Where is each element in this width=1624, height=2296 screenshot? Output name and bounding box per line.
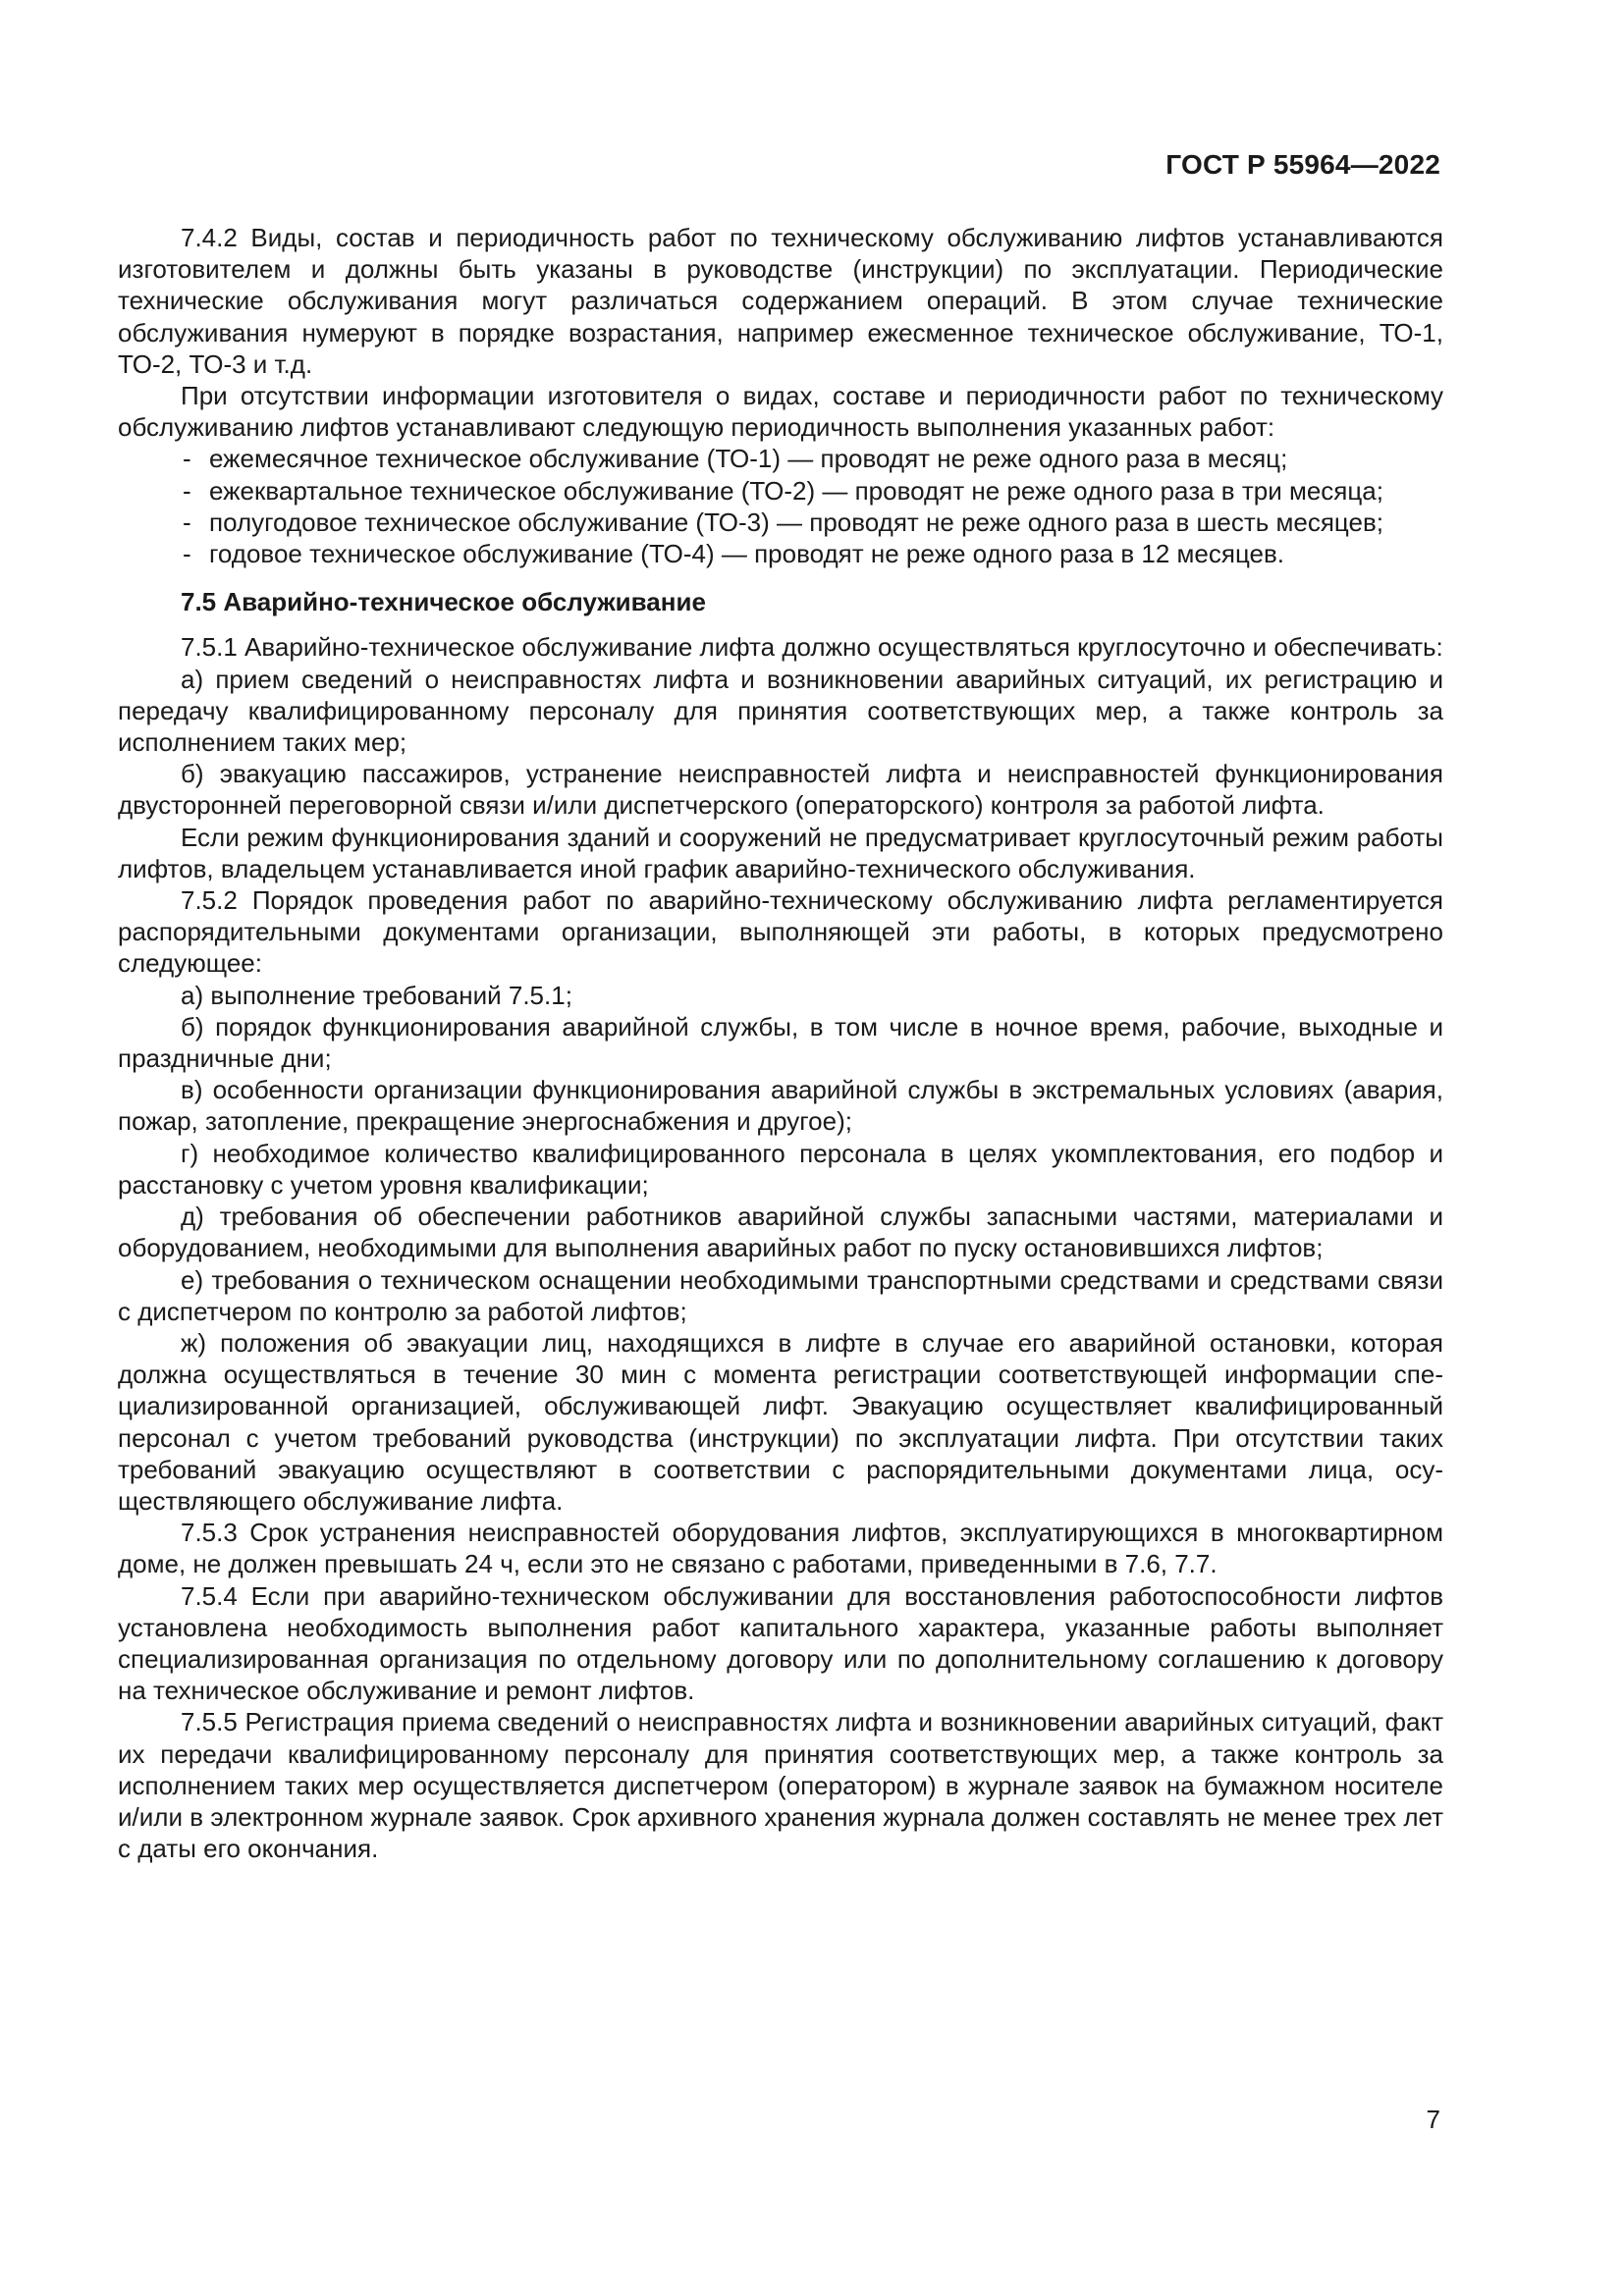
paragraph-7-5-2-a: а) выполнение требований 7.5.1;	[181, 980, 572, 1010]
paragraph-7-5-1-schedule: Если режим функционирования зданий и сооружений не предусматривает круглосуточный режим работы лифтов, владельцем устанавливается иной график аварийно-технического обслуживания.	[118, 822, 1443, 883]
list-item-text: ежемесячное техническое обслуживание (ТО-1) — проводят не реже одного раза в месяц;	[209, 444, 1288, 474]
paragraph-7-5-2-e: е) требования о техническом оснащении необходимыми транспортными средствами и средствами связи с диспетчером по контролю за работой лифтов;	[118, 1264, 1443, 1326]
paragraph-7-5-5: 7.5.5 Регистрация приема сведений о неисправностях лифта и возникновении аварийных ситуаций, факт их передачи квалифицированному персоналу для принятия соответствующих мер, а также контроль за исполнением таких мер осуществляется диспетчером (оператором) в журнале заявок на бумажном носителе и/или в электронном журнале заявок. Срок архивного хранения журнала должен составлять не менее трех лет с даты его окончания.	[118, 1707, 1443, 1864]
document-code-header: ГОСТ Р 55964—2022	[1165, 149, 1440, 180]
list-dash: -	[183, 507, 191, 537]
list-item-to-4	[118, 538, 1443, 569]
list-item-text: ежеквартальное техническое обслуживание (ТО-2) — проводят не реже одного раза в три месяца;	[209, 475, 1383, 506]
paragraph-7-5-1-b: б) эвакуацию пассажиров, устранение неисправностей лифта и неисправностей функционирования двусторонней переговорной связи и/или диспетчерского (операторского) контроля за работой лифта.	[118, 759, 1443, 821]
list-dash: -	[183, 475, 191, 506]
paragraph-7-5-2: 7.5.2 Порядок проведения работ по аварийно-техническому обслуживанию лифта регламентируется распорядительными документами организации, выполняющей эти работы, в которых предусмотрено следующее:	[118, 885, 1443, 979]
paragraph-7-5-4: 7.5.4 Если при аварийно-техническом обслуживании для восстановления работоспособности лифтов установлена необходимость выполнения работ капитального характера, указанные работы выполняет специализированная организация по отдельному договору или по дополнительному соглашению к договору на техническое обслуживание и ремонт лифтов.	[118, 1580, 1443, 1706]
paragraph-7-5-1: 7.5.1 Аварийно-техническое обслуживание лифта должно осуществляться круглосуточно и обеспечивать:	[181, 632, 1443, 663]
paragraph-7-5-2-v: в) особенности организации функционирования аварийной службы в экстремальных условиях (авария, пожар, затопление, прекращение энергоснабжения и другое);	[118, 1075, 1443, 1137]
paragraph-7-5-3: 7.5.3 Срок устранения неисправностей оборудования лифтов, эксплуатирующихся в многоквартирном доме, не должен превышать 24 ч, если это не связано с работами, приведенными в 7.6, 7.7.	[118, 1518, 1443, 1579]
list-item-to-3	[118, 507, 1443, 538]
paragraph-7-5-1-a: а) прием сведений о неисправностях лифта и возникновении аварийных ситуаций, их регистрацию и передачу квалифицированному персоналу для принятия соответствующих мер, а также контроль за исполнением таких мер;	[118, 664, 1443, 758]
page-number: 7	[1426, 2105, 1440, 2134]
document-body	[118, 222, 1443, 1864]
paragraph-7-5-2-d: д) требования об обеспечении работников аварийной службы запасными частями, материалами и оборудованием, необходимыми для выполнения аварийных работ по пуску остановившихся лифтов;	[118, 1201, 1443, 1263]
section-7-5-title: 7.5 Аварийно-техническое обслуживание	[181, 587, 706, 617]
paragraph-7-4-2-default-periodicity: При отсутствии информации изготовителя о видах, составе и периодичности работ по техническому обслуживанию лифтов устанавливают следующую периодичность выполнения указанных работ:	[118, 381, 1443, 443]
list-item-to-2	[118, 475, 1443, 507]
list-dash: -	[183, 539, 191, 569]
list-item-to-1	[118, 443, 1443, 474]
paragraph-7-5-2-zh: ж) положения об эвакуации лиц, находящихся в лифте в случае его аварийной остановки, которая должна осуществляться в течение 30 мин с момента регистрации соответствующей информации специализированной организацией, обслуживающей лифт. Эвакуацию осуществляет квалифицированный персонал с учетом требований руководства (инструкции) по эксплуатации лифта. При отсутствии таких требований эвакуацию осуществляют в соответствии с распорядительными документами лица, осуществляющего обслуживание лифта.	[118, 1327, 1443, 1516]
list-item-text: полугодовое техническое обслуживание (ТО-3) — проводят не реже одного раза в шесть месяцев;	[209, 507, 1384, 537]
list-item-text: годовое техническое обслуживание (ТО-4) — проводят не реже одного раза в 12 месяцев.	[209, 539, 1285, 569]
paragraph-7-5-2-b: б) порядок функционирования аварийной службы, в том числе в ночное время, рабочие, выходные и праздничные дни;	[118, 1011, 1443, 1074]
list-dash: -	[183, 444, 191, 474]
paragraph-7-5-2-g: г) необходимое количество квалифицированного персонала в целях укомплектования, его подбор и расстановку с учетом уровня квалификации;	[118, 1138, 1443, 1200]
maintenance-periodicity-list	[118, 443, 1443, 569]
paragraph-7-4-2: 7.4.2 Виды, состав и периодичность работ по техническому обслуживанию лифтов устанавливаются изготовителем и должны быть указаны в руководстве (инструкции) по эксплуатации. Периодические технические обслуживания могут различаться содержанием операций. В этом случае технические обслуживания нумеруют в порядке возрастания, например ежесменное техническое обслуживание, ТО-1, ТО-2, ТО-3 и т.д.	[118, 223, 1443, 379]
